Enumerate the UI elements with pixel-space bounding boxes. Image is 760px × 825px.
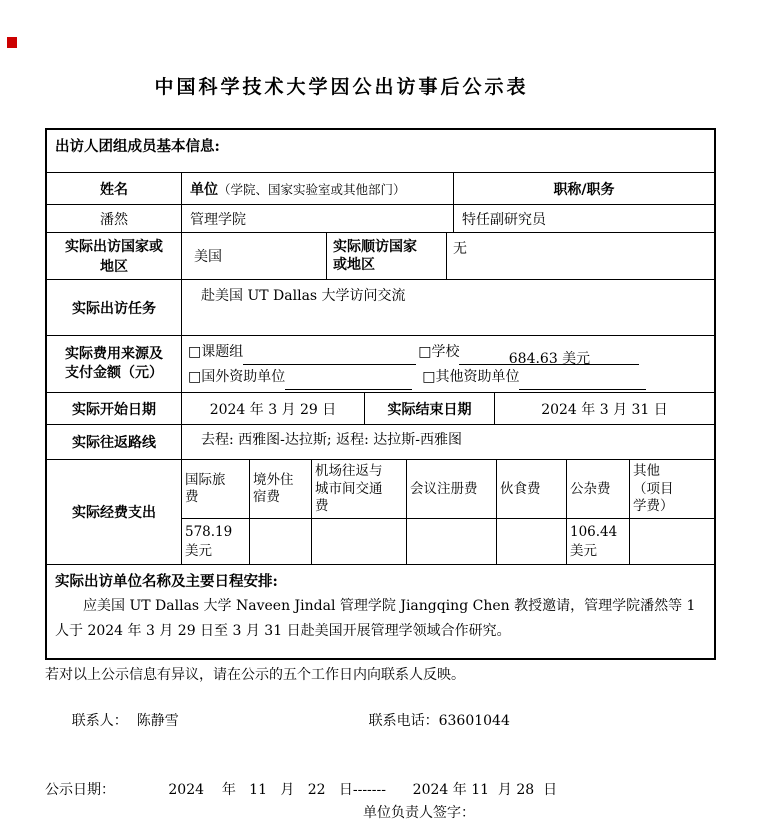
phone-part xyxy=(333,687,510,756)
expenses-value-row xyxy=(182,519,714,564)
basic-info-header: 出访人团组成员基本信息: xyxy=(55,138,220,155)
col-header-unit xyxy=(182,173,454,204)
col-header-position: 职称/职务 xyxy=(553,181,615,198)
expense-value-other xyxy=(630,519,714,564)
expense-value-misc: 106.44 美元 xyxy=(567,519,630,564)
expenses-header-row xyxy=(182,460,714,519)
actual-country-label: 实际出访国家或地区 xyxy=(47,233,182,279)
actual-country-value: 美国 xyxy=(182,233,327,279)
expense-col-local-transport: 机场往返与城市间交通费 xyxy=(312,460,407,518)
member-name: 潘然 xyxy=(47,205,182,232)
funding-other-sponsor-underline xyxy=(519,372,646,390)
funding-school-label: 学校 xyxy=(431,344,460,360)
signature-label: 单位负责人签字： xyxy=(363,805,475,821)
expense-col-lodging: 境外住宿费 xyxy=(250,460,312,518)
publicity-form-page xyxy=(45,72,716,825)
expense-value-intl-travel: 578.19 美元 xyxy=(182,519,250,564)
side-visit-value: 无 xyxy=(453,241,467,257)
expense-col-other: 其他（项目学费） xyxy=(633,463,674,514)
expense-value-local-transport xyxy=(312,519,407,564)
foreign-sponsor-checkbox-icon: □ xyxy=(188,369,202,385)
funding-line-1 xyxy=(188,340,714,365)
phone-value: 63601044 xyxy=(438,713,510,729)
footer xyxy=(45,664,716,825)
schedule-text: 应美国 UT Dallas 大学 Naveen Jindal 管理学院 Jiangqing Chen 教授邀请，管理学院潘然等 1 人于 2024 年 3 月 29 日至 3 月 31 日赴美国开展管理学领域合作研究。 xyxy=(55,598,696,639)
funding-school-underline: 684.63 美元 xyxy=(459,347,639,365)
unit-header-label: 单位 xyxy=(190,181,218,198)
page-title: 中国科学技术大学因公出访事后公示表 xyxy=(154,76,529,98)
task-value: 赴美国 UT Dallas 大学访问交流 xyxy=(201,288,406,304)
expense-value-meals xyxy=(497,519,567,564)
schedule-header: 实际出访单位名称及主要日程安排: xyxy=(55,573,278,590)
funding-project-group-underline xyxy=(243,347,416,365)
end-date-label: 实际结束日期 xyxy=(365,393,495,424)
task-label: 实际出访任务 xyxy=(47,280,182,335)
start-date-value: 2024 年 3 月 29 日 xyxy=(182,393,365,424)
start-date-label: 实际开始日期 xyxy=(47,393,182,424)
member-unit: 管理学院 xyxy=(182,205,454,232)
expenses-grid xyxy=(182,460,714,564)
funding-line-2 xyxy=(188,365,714,390)
school-checkbox-icon: □ xyxy=(418,344,432,360)
funding-label: 实际费用来源及支付金额（元） xyxy=(47,336,182,392)
side-visit-label: 实际顺访国家或地区 xyxy=(327,233,447,279)
expenses-label: 实际经费支出 xyxy=(47,460,182,564)
col-header-name: 姓名 xyxy=(47,173,182,204)
expense-value-registration xyxy=(407,519,497,564)
expense-col-intl-travel: 国际旅费 xyxy=(182,460,250,518)
expense-col-meals: 伙食费 xyxy=(497,460,567,518)
contact-name: 陈静雪 xyxy=(136,713,179,729)
project-group-checkbox-icon: □ xyxy=(188,344,202,360)
publicity-form-table xyxy=(45,128,716,660)
funding-foreign-sponsor-label: 国外资助单位 xyxy=(201,369,286,385)
member-position: 特任副研究员 xyxy=(462,211,546,228)
route-value: 去程: 西雅图-达拉斯; 返程: 达拉斯-西雅图 xyxy=(201,432,462,448)
end-date-value: 2024 年 3 月 31 日 xyxy=(541,401,668,418)
schedule-cell xyxy=(47,565,714,658)
phone-label: 联系电话： xyxy=(368,713,439,729)
red-marker xyxy=(7,37,17,48)
footer-notice: 若对以上公示信息有异议，请在公示的五个工作日内向联系人反映。 xyxy=(45,667,465,683)
unit-header-note: （学院、国家实验室或其他部门） xyxy=(218,181,406,197)
contact-label: 联系人： xyxy=(71,713,128,729)
funding-cell xyxy=(182,336,714,392)
other-sponsor-checkbox-icon: □ xyxy=(422,369,436,385)
route-label: 实际往返路线 xyxy=(47,425,182,459)
contact-line xyxy=(45,687,716,779)
funding-foreign-sponsor-underline xyxy=(285,372,412,390)
expense-col-registration: 会议注册费 xyxy=(407,460,497,518)
expense-value-lodging xyxy=(250,519,312,564)
funding-other-sponsor-label: 其他资助单位 xyxy=(435,369,520,385)
publicity-date-line: 公示日期： 2024 年 11 月 22 日------- 2024 年 11 月 28 日 xyxy=(45,782,558,798)
expense-col-misc: 公杂费 xyxy=(567,460,630,518)
funding-project-group-label: 课题组 xyxy=(201,344,244,360)
